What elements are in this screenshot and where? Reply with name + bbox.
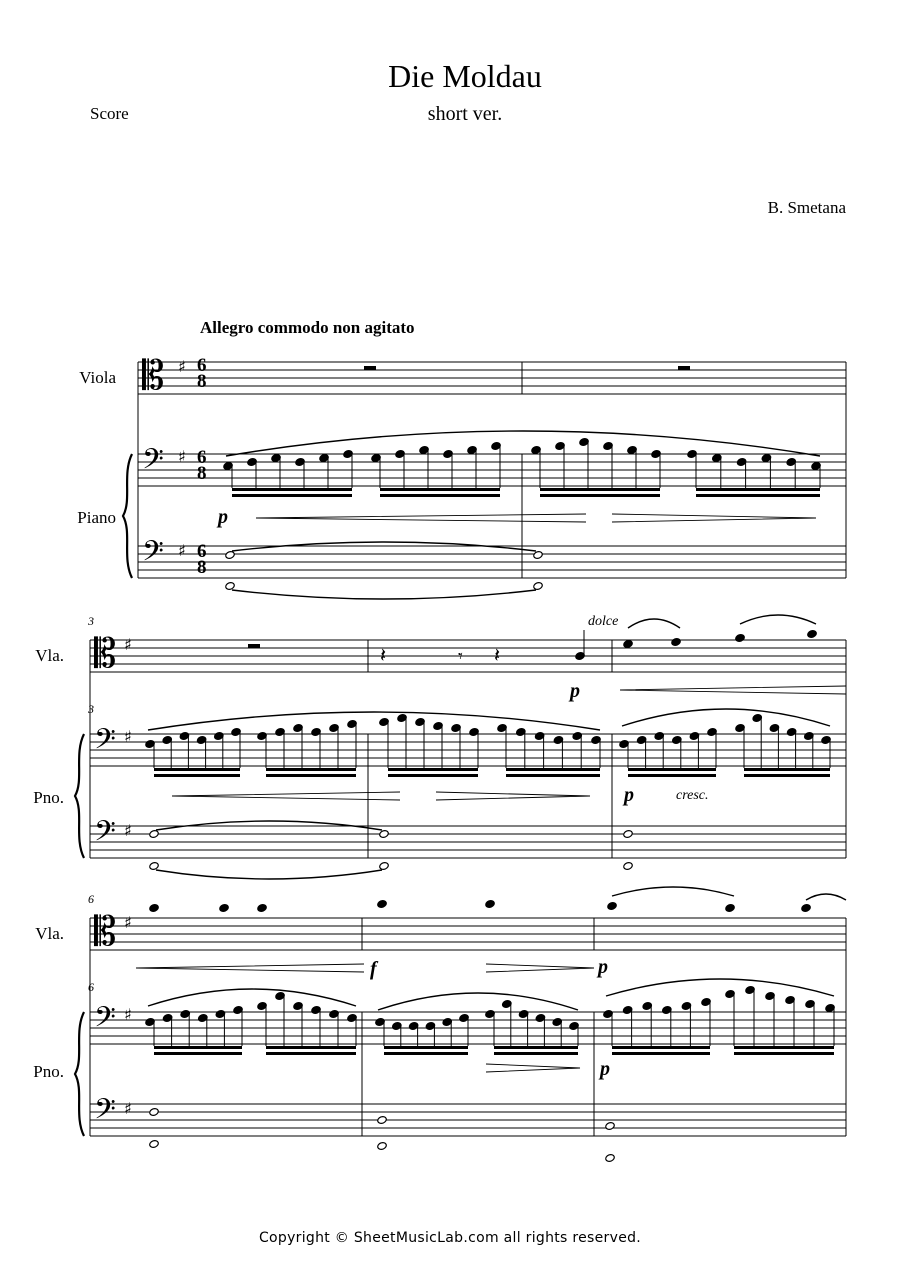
beam bbox=[696, 488, 820, 491]
instrument-label-piano-short: Pno. bbox=[33, 1062, 64, 1081]
beam bbox=[494, 1052, 578, 1055]
quarter-note bbox=[725, 903, 735, 912]
instrument-label-viola-short: Vla. bbox=[35, 646, 64, 665]
measure-number: 6 bbox=[88, 892, 94, 906]
expression-dolce: dolce bbox=[588, 614, 619, 629]
sharp-icon: ♯ bbox=[124, 1099, 132, 1118]
half-note bbox=[149, 1107, 159, 1116]
sharp-icon: ♯ bbox=[124, 1005, 132, 1024]
slur bbox=[148, 712, 600, 730]
beam bbox=[380, 494, 500, 497]
bass-clef-icon: 𝄢 bbox=[94, 1001, 116, 1041]
beam bbox=[540, 488, 660, 491]
beam bbox=[154, 774, 240, 777]
sharp-icon: ♯ bbox=[178, 447, 186, 466]
brace bbox=[123, 454, 132, 578]
slur bbox=[606, 979, 834, 996]
sharp-icon: ♯ bbox=[178, 541, 186, 560]
half-note bbox=[149, 861, 159, 870]
beam bbox=[384, 1046, 468, 1049]
eighth-rest-icon: 𝄾 bbox=[458, 646, 463, 667]
brace bbox=[75, 734, 84, 858]
beam bbox=[540, 494, 660, 497]
half-note bbox=[225, 581, 235, 590]
instrument-label-piano: Piano bbox=[77, 508, 116, 527]
quarter-rest-icon: 𝄽 bbox=[380, 643, 387, 667]
dynamic-p: p bbox=[598, 956, 608, 978]
bass-clef-icon: 𝄢 bbox=[94, 1093, 116, 1133]
dynamic-p: p bbox=[624, 784, 634, 806]
dynamic-p: p bbox=[600, 1058, 610, 1080]
quarter-note bbox=[257, 903, 267, 912]
sharp-icon: ♯ bbox=[124, 727, 132, 746]
crescendo-hairpin bbox=[136, 964, 364, 972]
whole-rest bbox=[248, 644, 260, 648]
quarter-note bbox=[623, 639, 633, 648]
score-label: Score bbox=[90, 104, 129, 123]
score-subtitle: short ver. bbox=[427, 103, 503, 125]
decrescendo-hairpin bbox=[486, 1064, 580, 1072]
slur bbox=[378, 993, 578, 1010]
eighth-note bbox=[671, 637, 681, 646]
beam bbox=[154, 1046, 242, 1049]
instrument-label-viola: Viola bbox=[79, 368, 116, 387]
beam bbox=[506, 768, 600, 771]
half-note bbox=[605, 1153, 615, 1162]
slur bbox=[622, 709, 830, 726]
quarter-note bbox=[735, 633, 745, 642]
beam bbox=[154, 768, 240, 771]
bass-clef-icon: 𝄢 bbox=[94, 723, 116, 763]
beam bbox=[384, 1052, 468, 1055]
beam bbox=[154, 1052, 242, 1055]
beam bbox=[744, 774, 830, 777]
instrument-label-piano-short: Pno. bbox=[33, 788, 64, 807]
tempo-marking: Allegro commodo non agitato bbox=[200, 318, 415, 337]
half-note bbox=[225, 550, 235, 559]
beam bbox=[734, 1052, 834, 1055]
half-note bbox=[623, 829, 633, 838]
decrescendo-hairpin bbox=[486, 964, 594, 972]
brace bbox=[75, 1012, 84, 1136]
beam bbox=[628, 774, 716, 777]
copyright-notice: Copyright © SheetMusicLab.com all rights reserved. bbox=[258, 1230, 642, 1246]
half-note bbox=[605, 1121, 615, 1130]
bass-clef-icon: 𝄢 bbox=[142, 535, 164, 575]
alto-clef-icon: 𝄡 bbox=[94, 631, 117, 677]
sharp-icon: ♯ bbox=[124, 635, 132, 654]
crescendo-hairpin bbox=[256, 514, 586, 522]
slur bbox=[612, 887, 734, 896]
measure-number: 3 bbox=[88, 614, 94, 628]
half-note bbox=[377, 1141, 387, 1150]
measure-number: 3 bbox=[88, 702, 94, 716]
half-note bbox=[379, 829, 389, 838]
beam bbox=[628, 768, 716, 771]
whole-rest bbox=[678, 366, 690, 370]
sharp-icon: ♯ bbox=[124, 913, 132, 932]
crescendo-hairpin bbox=[172, 792, 400, 800]
beam bbox=[388, 768, 478, 771]
slur bbox=[628, 619, 680, 628]
eighth-note bbox=[219, 903, 229, 912]
quarter-note bbox=[149, 903, 159, 912]
bass-clef-icon: 𝄢 bbox=[94, 815, 116, 855]
half-note bbox=[623, 861, 633, 870]
dotted-quarter-note bbox=[607, 901, 617, 910]
whole-rest bbox=[364, 366, 376, 370]
dotted-quarter-note bbox=[377, 899, 387, 908]
beam bbox=[744, 768, 830, 771]
eighth-note bbox=[807, 629, 817, 638]
beam bbox=[388, 774, 478, 777]
beam bbox=[232, 494, 352, 497]
half-note bbox=[533, 581, 543, 590]
measure-number: 6 bbox=[88, 980, 94, 994]
expression-cresc: cresc. bbox=[676, 788, 709, 803]
time-signature: 6 8 bbox=[197, 447, 207, 484]
alto-clef-icon: 𝄡 bbox=[94, 909, 117, 955]
slur bbox=[226, 431, 820, 456]
decrescendo-hairpin bbox=[612, 514, 816, 522]
slur bbox=[806, 894, 846, 900]
slur bbox=[156, 870, 382, 879]
half-note bbox=[377, 1115, 387, 1124]
beam bbox=[266, 768, 356, 771]
quarter-rest-icon: 𝄽 bbox=[494, 643, 501, 667]
beam bbox=[612, 1046, 710, 1049]
beam bbox=[266, 774, 356, 777]
eighth-note bbox=[801, 903, 811, 912]
slur bbox=[148, 989, 356, 1006]
composer-name: B. Smetana bbox=[767, 198, 846, 217]
beam bbox=[266, 1046, 356, 1049]
instrument-label-viola-short: Vla. bbox=[35, 924, 64, 943]
half-note bbox=[379, 861, 389, 870]
beam bbox=[266, 1052, 356, 1055]
beam bbox=[734, 1046, 834, 1049]
beam bbox=[696, 494, 820, 497]
time-signature: 6 8 bbox=[197, 541, 207, 578]
sharp-icon: ♯ bbox=[178, 357, 186, 376]
score-title: Die Moldau bbox=[388, 58, 542, 94]
dotted-quarter-note bbox=[485, 899, 495, 908]
bass-clef-icon: 𝄢 bbox=[142, 443, 164, 483]
beam bbox=[380, 488, 500, 491]
dynamic-p: p bbox=[570, 680, 580, 702]
half-note bbox=[149, 829, 159, 838]
decrescendo-hairpin bbox=[436, 792, 590, 800]
beam bbox=[506, 774, 600, 777]
beam bbox=[612, 1052, 710, 1055]
alto-clef-icon: 𝄡 bbox=[142, 353, 165, 399]
half-note bbox=[149, 1139, 159, 1148]
dynamic-f: f bbox=[370, 958, 377, 980]
crescendo-hairpin bbox=[620, 686, 846, 694]
time-signature: 6 8 bbox=[197, 355, 207, 392]
slur bbox=[232, 590, 536, 599]
slur bbox=[740, 615, 816, 624]
dynamic-p: p bbox=[218, 506, 228, 528]
beam bbox=[232, 488, 352, 491]
beam bbox=[494, 1046, 578, 1049]
sharp-icon: ♯ bbox=[124, 821, 132, 840]
half-note bbox=[533, 550, 543, 559]
